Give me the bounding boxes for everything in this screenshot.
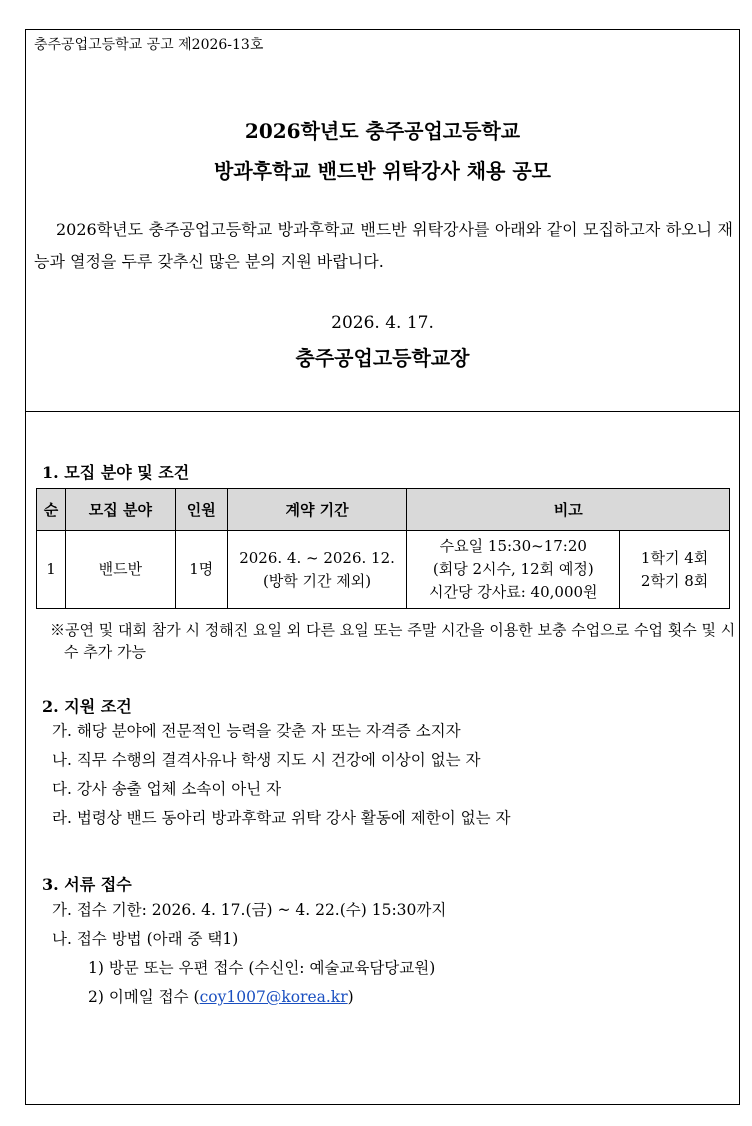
notice-number: 충주공업고등학교 공고 제2026-13호 <box>34 37 264 53</box>
method-email-suffix: ) <box>347 988 354 1006</box>
list-item: 다. 강사 송출 업체 소속이 아닌 자 <box>52 780 282 798</box>
section3-heading: 3. 서류 접수 <box>42 875 132 894</box>
term-line-2: 2학기 8회 <box>640 571 709 590</box>
header-remarks: 비고 <box>407 489 730 531</box>
schedule-line-2: (회당 2시수, 12회 예정) <box>432 560 594 578</box>
eligibility-list <box>52 717 510 833</box>
schedule-line-3: 시간당 강사료: 40,000원 <box>429 583 598 601</box>
submission-deadline: 가. 접수 기한: 2026. 4. 17.(금) ~ 4. 22.(수) 15:30까지 <box>52 901 447 919</box>
issuer-name: 충주공업고등학교장 <box>295 346 470 370</box>
header-count: 인원 <box>175 489 227 531</box>
section2-heading: 2. 지원 조건 <box>42 697 132 716</box>
submission-method: 나. 접수 방법 (아래 중 택1) <box>52 930 239 948</box>
method-visit-mail: 1) 방문 또는 우편 접수 (수신인: 예술교육담당교원) <box>88 959 436 977</box>
email-link[interactable]: coy1007@korea.kr <box>199 988 348 1006</box>
cell-no: 1 <box>37 531 66 609</box>
table-header-row <box>37 489 730 531</box>
list-item: 나. 직무 수행의 결격사유나 학생 지도 시 건강에 이상이 없는 자 <box>52 751 481 769</box>
period-line-1: 2026. 4. ~ 2026. 12. <box>239 548 395 567</box>
cell-period <box>227 531 407 609</box>
header-no: 순 <box>37 489 66 531</box>
title-line-2: 방과후학교 밴드반 위탁강사 채용 공모 <box>214 159 551 183</box>
period-line-2: (방학 기간 제외) <box>262 571 372 590</box>
recruit-table <box>36 488 730 609</box>
header-field: 모집 분야 <box>65 489 175 531</box>
cell-term <box>620 531 730 609</box>
notice-frame <box>25 29 740 1105</box>
list-item: 라. 법령상 밴드 동아리 방과후학교 위탁 강사 활동에 제한이 없는 자 <box>52 809 511 827</box>
header-period: 계약 기간 <box>227 489 407 531</box>
term-line-1: 1학기 4회 <box>640 548 709 567</box>
cell-count: 1명 <box>175 531 227 609</box>
cell-field: 밴드반 <box>65 531 175 609</box>
method-email <box>52 983 446 1012</box>
notice-date: 2026. 4. 17. <box>331 313 434 333</box>
schedule-line-1: 수요일 15:30~17:20 <box>439 537 587 555</box>
table-row <box>37 531 730 609</box>
cell-schedule <box>407 531 620 609</box>
table-note: ※공연 및 대회 참가 시 정해진 요일 외 다른 요일 또는 주말 시간을 이용한 보충 수업으로 수업 횟수 및 시수 추가 가능 <box>50 621 736 661</box>
list-item: 가. 해당 분야에 전문적인 능력을 갖춘 자 또는 자격증 소지자 <box>52 722 461 740</box>
submission-list <box>52 896 446 1012</box>
method-email-prefix: 2) 이메일 접수 ( <box>88 988 200 1006</box>
header-divider <box>26 411 739 412</box>
section1-heading: 1. 모집 분야 및 조건 <box>42 463 190 482</box>
intro-paragraph: 2026학년도 충주공업고등학교 방과후학교 밴드반 위탁강사를 아래와 같이 모집하고자 하오니 재능과 열정을 두루 갖추신 많은 분의 지원 바랍니다. <box>34 220 733 271</box>
title-line-1: 2026학년도 충주공업고등학교 <box>244 119 521 143</box>
